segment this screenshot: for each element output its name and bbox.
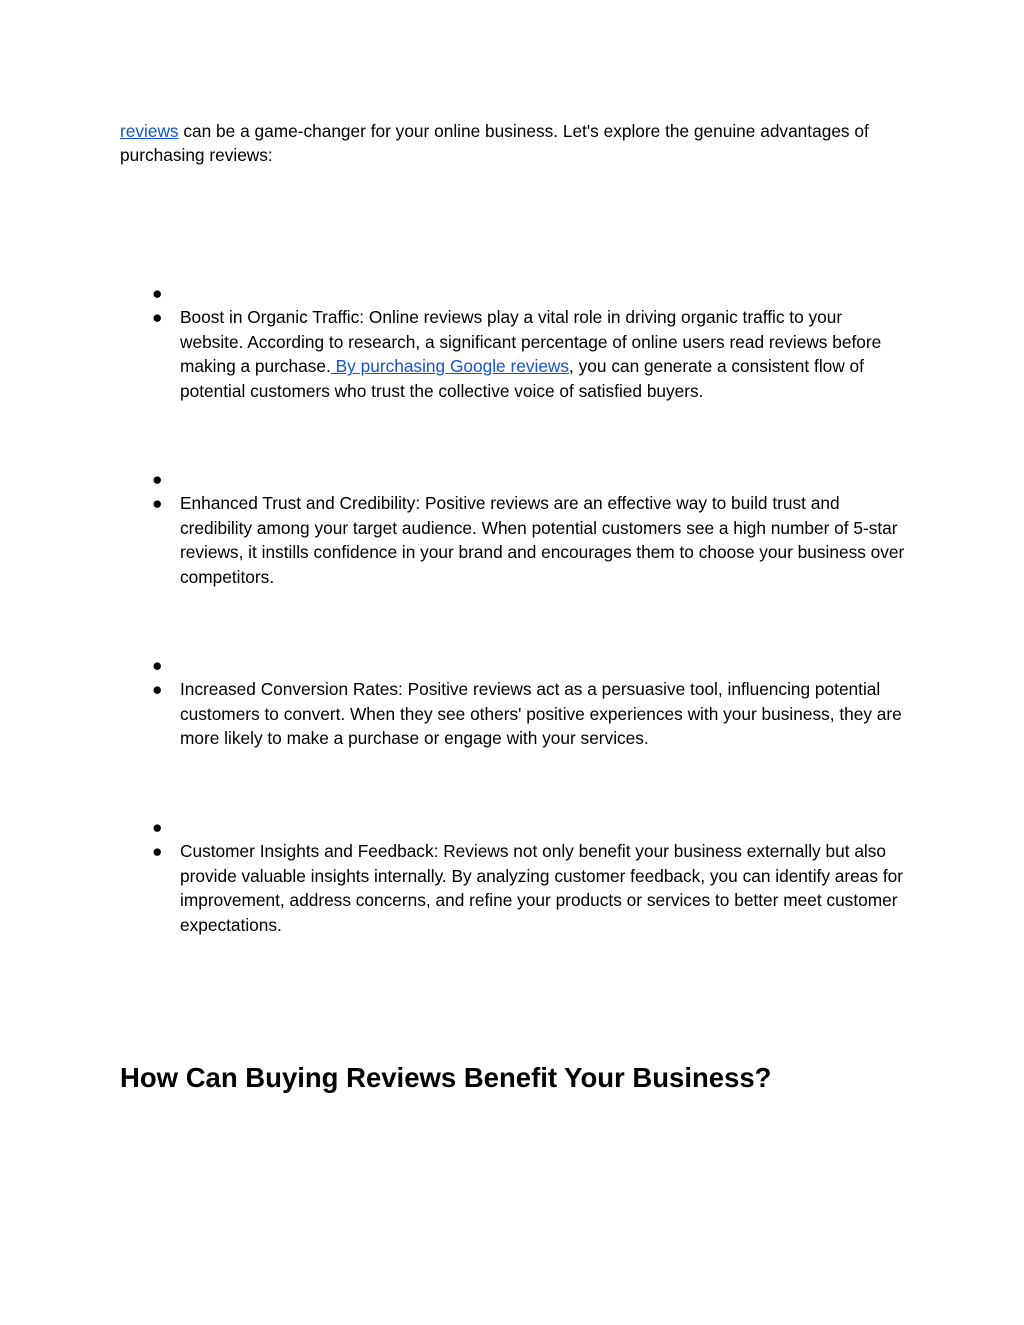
empty-bullet-row [120,815,910,839]
benefit-block-1 [120,281,910,403]
benefit-block-2 [120,467,910,589]
benefit-text: Enhanced Trust and Credibility: Positive reviews are an effective way to build trust and credibility among your target audience. When potential customers see a high number of 5-star reviews, it instills confidence in your brand and encourages them to choose your business over competitors. [180,493,905,587]
benefit-text-continued: , you can generate a consistent flow of potential customers who trust the collective voice of satisfied buyers. [180,356,864,401]
benefit-block-4 [120,815,910,937]
benefit-text: Boost in Organic Traffic: Online reviews play a vital role in driving organic traffic to your website. According to research, a significant percentage of online users read reviews before making a purchase. [180,307,882,377]
benefit-block-3 [120,653,910,751]
bullet-icon: ● [152,493,163,514]
bullet-icon: ● [152,283,163,303]
benefit-text: Increased Conversion Rates: Positive reviews act as a persuasive tool, influencing potential customers to convert. When they see others' positive experiences with your business, they are more likely to make a purchase or engage with your services. [180,679,902,749]
bullet-icon: ● [152,307,163,328]
benefit-text: Customer Insights and Feedback: Reviews not only benefit your business externally but also provide valuable insights internally. By analyzing customer feedback, you can identify areas for improvement, address concerns, and refine your products or services to better meet customer expectations. [180,841,904,935]
bullet-icon: ● [152,841,163,862]
benefit-item [120,305,910,403]
empty-bullet-row [120,467,910,491]
empty-bullet-row [120,281,910,305]
bullet-icon: ● [152,655,163,675]
bullet-icon: ● [152,817,163,837]
benefit-item [120,839,910,937]
intro-text: can be a game-changer for your online business. Let's explore the genuine advantages of purchasing reviews: [120,121,869,166]
intro-paragraph [120,119,910,168]
section-heading: How Can Buying Reviews Benefit Your Business? [120,1062,772,1093]
benefit-item [120,491,910,589]
empty-bullet-row [120,653,910,677]
bullet-icon: ● [152,469,163,489]
buy-google-reviews-link[interactable]: By purchasing Google reviews [330,356,570,377]
bullet-icon: ● [152,679,163,700]
benefit-item [120,677,910,750]
reviews-link[interactable]: reviews [120,121,179,141]
